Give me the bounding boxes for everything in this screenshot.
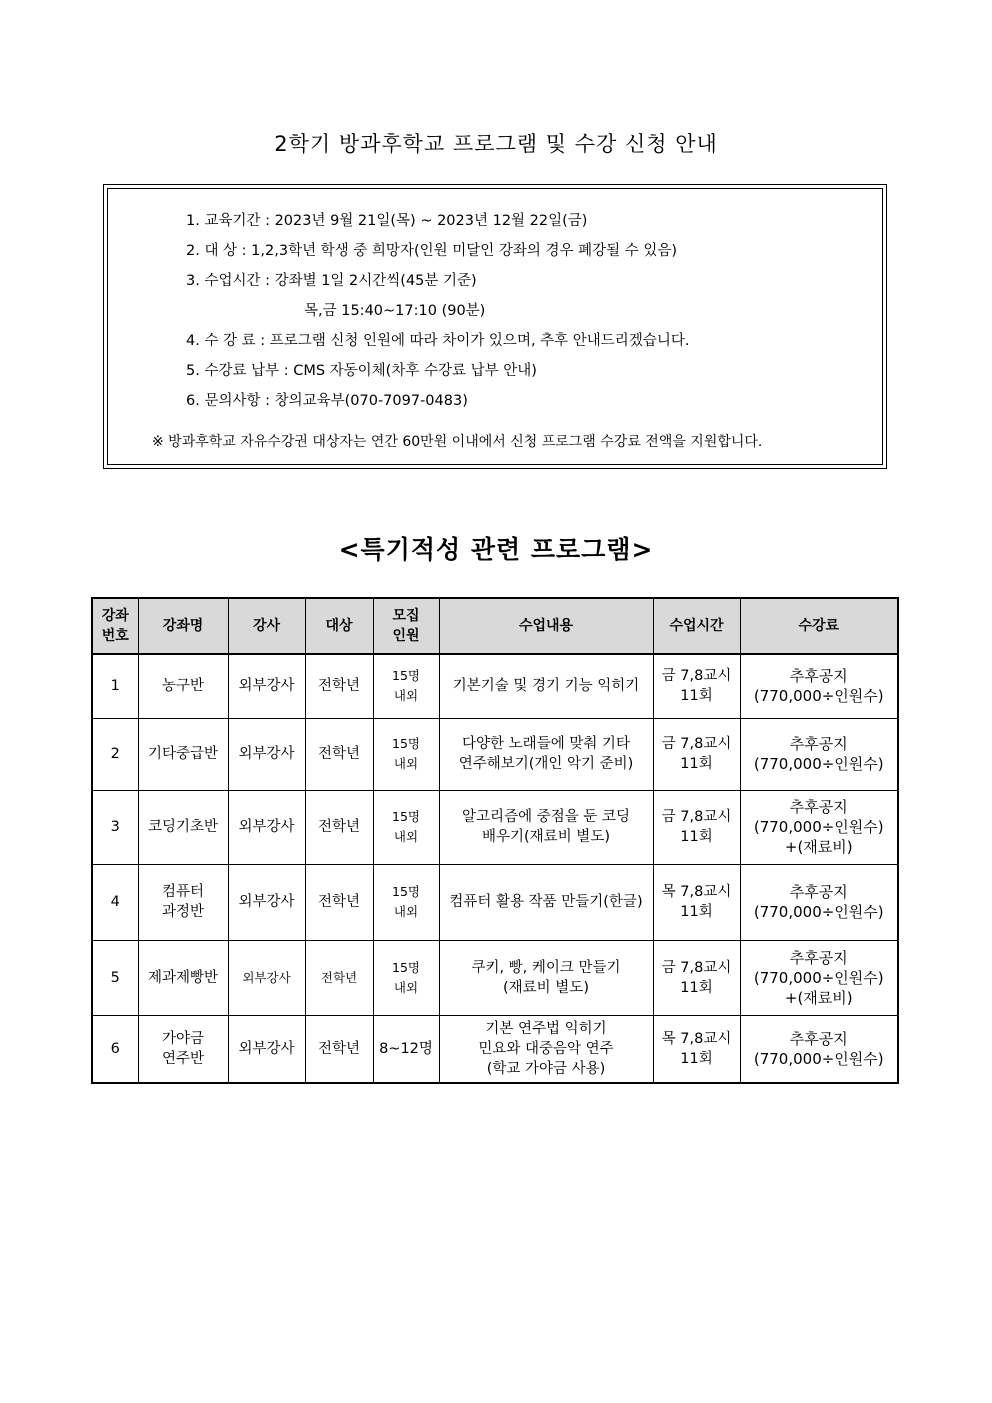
info-contact: 6. 문의사항 : 창의교육부(070-7097-0483): [186, 393, 468, 409]
table-row: [92, 1015, 898, 1083]
info-period: 1. 교육기간 : 2023년 9월 21일(목) ~ 2023년 12월 22일(금): [186, 213, 588, 229]
info-box: [103, 184, 887, 469]
row-name: 기타중급반: [138, 718, 228, 790]
table-row: [92, 654, 898, 718]
row-name: 가야금 연주반: [138, 1015, 228, 1083]
document-title: 2학기 방과후학교 프로그램 및 수강 신청 안내: [274, 132, 718, 156]
row-name: 컴퓨터 과정반: [138, 864, 228, 940]
row-fee: 추후공지 (770,000÷인원수): [740, 654, 898, 718]
row-no: 2: [92, 718, 138, 790]
row-fee: 추후공지 (770,000÷인원수): [740, 718, 898, 790]
row-content: 쿠키, 빵, 케이크 만들기 (재료비 별도): [439, 940, 653, 1015]
row-name: 농구반: [138, 654, 228, 718]
table-header-row: [92, 598, 898, 654]
header-no: 강좌 번호: [92, 598, 138, 654]
row-target: 전학년: [305, 790, 373, 864]
header-target: 대상: [305, 598, 373, 654]
row-teacher: 외부강사: [228, 790, 305, 864]
row-content: 컴퓨터 활용 작품 만들기(한글): [439, 864, 653, 940]
row-no: 1: [92, 654, 138, 718]
row-recruit: 8~12명: [373, 1015, 439, 1083]
row-teacher: 외부강사: [228, 1015, 305, 1083]
row-recruit: 15명 내외: [373, 654, 439, 718]
row-target: 전학년: [305, 1015, 373, 1083]
table-row: [92, 718, 898, 790]
table-row: [92, 790, 898, 864]
row-no: 4: [92, 864, 138, 940]
row-target: 전학년: [305, 940, 373, 1015]
header-recruit: 모집 인원: [373, 598, 439, 654]
row-target: 전학년: [305, 718, 373, 790]
row-teacher: 외부강사: [228, 864, 305, 940]
row-teacher: 외부강사: [228, 654, 305, 718]
row-content: 기본기술 및 경기 기능 익히기: [439, 654, 653, 718]
info-class-time: 3. 수업시간 : 강좌별 1일 2시간씩(45분 기준): [186, 273, 477, 289]
row-fee: 추후공지 (770,000÷인원수) +(재료비): [740, 790, 898, 864]
row-time: 목 7,8교시 11회: [653, 1015, 740, 1083]
row-target: 전학년: [305, 654, 373, 718]
row-content: 다양한 노래들에 맞춰 기타 연주해보기(개인 악기 준비): [439, 718, 653, 790]
header-time: 수업시간: [653, 598, 740, 654]
row-content: 기본 연주법 익히기 민요와 대중음악 연주 (학교 가야금 사용): [439, 1015, 653, 1083]
row-recruit: 15명 내외: [373, 790, 439, 864]
row-target: 전학년: [305, 864, 373, 940]
table-row: [92, 864, 898, 940]
info-fee: 4. 수 강 료 : 프로그램 신청 인원에 따라 차이가 있으며, 추후 안내드리겠습니다.: [186, 333, 690, 349]
info-class-time-detail: 목,금 15:40~17:10 (90분): [304, 303, 486, 319]
row-time: 금 7,8교시 11회: [653, 790, 740, 864]
row-no: 3: [92, 790, 138, 864]
info-note: ※ 방과후학교 자유수강권 대상자는 연간 60만원 이내에서 신청 프로그램 수강료 전액을 지원합니다.: [152, 434, 763, 450]
header-teacher: 강사: [228, 598, 305, 654]
row-content: 알고리즘에 중점을 둔 코딩 배우기(재료비 별도): [439, 790, 653, 864]
info-box-inner: [107, 188, 883, 465]
row-no: 6: [92, 1015, 138, 1083]
row-recruit: 15명 내외: [373, 718, 439, 790]
row-time: 목 7,8교시 11회: [653, 864, 740, 940]
row-name: 제과제빵반: [138, 940, 228, 1015]
row-recruit: 15명 내외: [373, 864, 439, 940]
row-teacher: 외부강사: [228, 718, 305, 790]
row-teacher: 외부강사: [228, 940, 305, 1015]
row-time: 금 7,8교시 11회: [653, 940, 740, 1015]
row-fee: 추후공지 (770,000÷인원수): [740, 864, 898, 940]
row-time: 금 7,8교시 11회: [653, 718, 740, 790]
row-fee: 추후공지 (770,000÷인원수) +(재료비): [740, 940, 898, 1015]
program-table: [91, 597, 899, 1084]
table-row: [92, 940, 898, 1015]
header-fee: 수강료: [740, 598, 898, 654]
row-fee: 추후공지 (770,000÷인원수): [740, 1015, 898, 1083]
info-payment: 5. 수강료 납부 : CMS 자동이체(차후 수강료 납부 안내): [186, 363, 537, 379]
row-name: 코딩기초반: [138, 790, 228, 864]
section-title: <특기적성 관련 프로그램>: [338, 535, 654, 564]
row-recruit: 15명 내외: [373, 940, 439, 1015]
info-target: 2. 대 상 : 1,2,3학년 학생 중 희망자(인원 미달인 강좌의 경우 폐강될 수 있음): [186, 243, 678, 259]
header-name: 강좌명: [138, 598, 228, 654]
row-time: 금 7,8교시 11회: [653, 654, 740, 718]
row-no: 5: [92, 940, 138, 1015]
header-content: 수업내용: [439, 598, 653, 654]
